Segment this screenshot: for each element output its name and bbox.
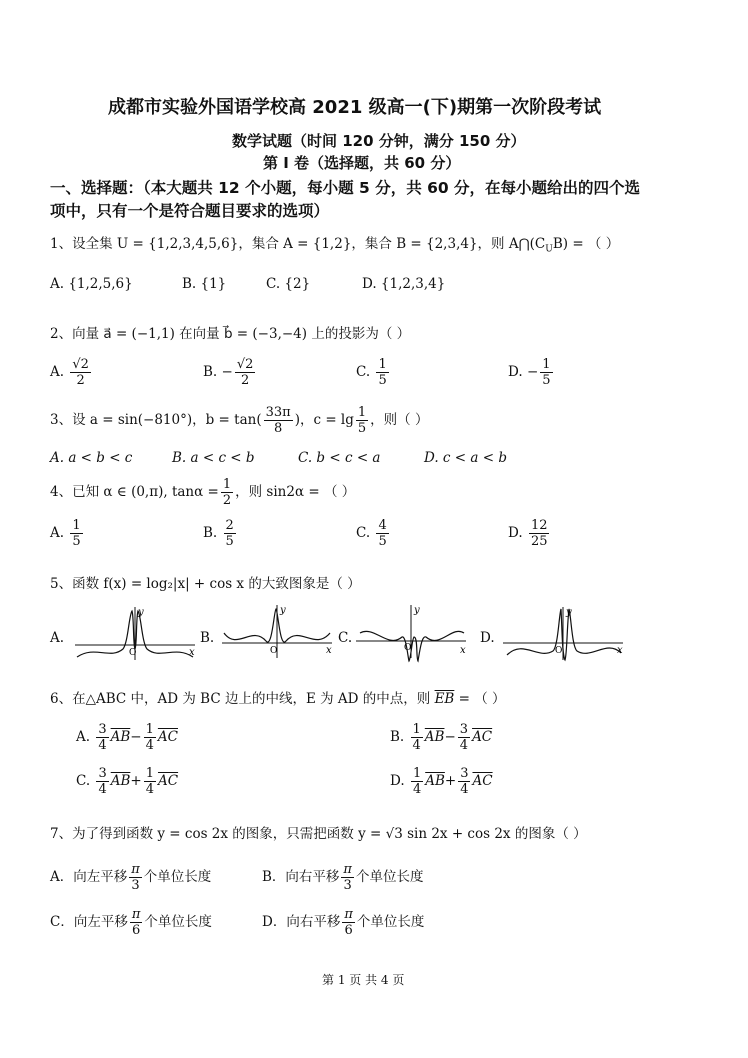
q4-frac-num: 1 — [222, 477, 232, 492]
q4-stem-b: ，则 sin2α = （ ） — [235, 484, 356, 500]
q6-c-frac2-num: 1 — [145, 766, 154, 781]
q4-c-label: C. — [356, 525, 371, 541]
q2-a-label: A. — [50, 364, 65, 380]
q6-d-frac2 — [458, 766, 470, 797]
q6-d-vec-ab: $\overline{AB}$ — [425, 773, 445, 789]
q6-b-vec-ab: $\overline{AB}$ — [424, 729, 445, 745]
q4-option-d — [508, 518, 551, 549]
q3-stem-c: ，则（ ） — [370, 412, 429, 428]
q7-c-num: π — [131, 907, 141, 922]
q6-b-frac1-num: 1 — [412, 722, 421, 737]
q1-sub: U — [545, 244, 553, 255]
question-7: 7、为了得到函数 y = cos 2x 的图象，只需把函数 y = √3 sin 2x + cos 2x 的图象（ ） — [50, 826, 587, 842]
q6-b-frac2-num: 3 — [459, 722, 469, 737]
q3-stem-b: )，c = lg — [294, 412, 354, 428]
q4-stem-a: 4、已知 α ∈ (0,π), tanα = — [50, 484, 219, 500]
q2-c-frac — [376, 357, 388, 388]
q1-option-a: A. {1,2,5,6} — [50, 276, 133, 292]
q7-c-den: 6 — [131, 923, 141, 938]
q4-option-a — [50, 518, 85, 549]
q4-b-den: 5 — [225, 534, 234, 549]
q6-a-frac2-num: 1 — [145, 722, 154, 737]
q7-b-pre: B．向右平移 — [262, 869, 340, 885]
q6-c-vec-ab: $\overline{AB}$ — [110, 773, 131, 789]
q1-option-d: D. {1,2,3,4} — [362, 276, 446, 292]
q6-stem: 6、在△ABC 中，AD 为 BC 边上的中线，E 为 AD 的中点，则 — [50, 691, 431, 707]
q7-c-suffix: 个单位长度 — [144, 914, 212, 930]
q7-a-num: π — [131, 862, 140, 877]
q3-stem-a: 3、设 a = sin(−810°)，b = tan( — [50, 412, 262, 428]
q6-c-op: + — [130, 773, 142, 789]
q7-option-d — [262, 907, 424, 938]
q6-option-d — [390, 766, 493, 797]
q1-stem: 1、设全集 U = {1,2,3,4,5,6}，集合 A = {1,2}，集合 B = {2,3,4}，则 A⋂(C — [50, 236, 546, 252]
q6-b-label: B. — [390, 729, 405, 745]
q3-option-a: A. a < b < c — [50, 450, 133, 466]
q5-a-axis-y: y — [138, 607, 144, 618]
q5-b-origin: O — [270, 646, 278, 656]
q4-b-label: B. — [203, 525, 218, 541]
q2-option-a — [50, 357, 93, 388]
q6-a-frac1 — [96, 722, 108, 753]
q7-b-frac — [341, 862, 354, 893]
q4-option-b — [203, 518, 238, 549]
question-1 — [50, 232, 619, 255]
q6-c-frac2-den: 4 — [145, 782, 154, 797]
question-4 — [50, 477, 355, 508]
q3-frac2-num: 1 — [357, 405, 367, 420]
question-3 — [50, 405, 428, 436]
q7-a-suffix: 个单位长度 — [143, 869, 212, 885]
q6-c-vec-ac: $\overline{AC}$ — [157, 773, 179, 789]
q2-d-sign: − — [526, 364, 539, 380]
q6-b-op: − — [444, 729, 456, 745]
q2-a-den: 2 — [76, 373, 85, 388]
q2-option-c — [356, 357, 391, 388]
q5-a-origin: O — [129, 648, 137, 658]
q7-a-den: 3 — [131, 878, 140, 893]
q6-a-frac1-num: 3 — [98, 722, 107, 737]
q6-vec-eb: $\overline{EB}$ — [434, 691, 455, 707]
q6-b-frac1 — [411, 722, 423, 753]
q3-frac1-num: 33π — [265, 405, 291, 420]
q6-d-frac1-den: 4 — [412, 782, 422, 797]
q6-b-frac2-den: 4 — [459, 738, 469, 753]
q5-d-axis-x: x — [617, 645, 623, 656]
q6-d-frac2-den: 4 — [460, 782, 469, 797]
q2-c-den: 5 — [378, 373, 387, 388]
q6-a-vec-ac: $\overline{AC}$ — [157, 729, 178, 745]
q5-graph-d — [503, 605, 628, 660]
q6-d-label: D. — [390, 773, 405, 789]
q6-c-frac2 — [144, 766, 156, 797]
q7-d-frac — [342, 907, 355, 938]
section-heading-line2: 项中，只有一个是符合题目要求的选项） — [50, 202, 330, 220]
q6-option-a — [76, 722, 178, 753]
q5-graph-c — [356, 603, 471, 658]
q6-d-vec-ac: $\overline{AC}$ — [472, 773, 493, 789]
q7-c-pre: C．向左平移 — [50, 914, 128, 930]
q6-option-c — [76, 766, 178, 797]
q5-d-axis-y: y — [566, 607, 572, 618]
q7-b-num: π — [343, 862, 352, 877]
q4-b-frac — [224, 518, 236, 549]
q2-a-num: √2 — [72, 357, 89, 372]
q3-frac1-den: 8 — [274, 421, 283, 436]
q7-d-den: 6 — [344, 923, 353, 938]
q2-option-d — [508, 357, 555, 388]
q1-option-b: B. {1} — [182, 276, 227, 292]
q6-d-frac1 — [411, 766, 423, 797]
q6-c-frac1-den: 4 — [98, 782, 107, 797]
q4-a-label: A. — [50, 525, 65, 541]
q6-a-frac1-den: 4 — [98, 738, 107, 753]
q4-d-frac — [529, 518, 550, 549]
section-heading-line1: 一、选择题：（本大题共 12 个小题，每小题 5 分，共 60 分，在每小题给出的四个选 — [50, 179, 641, 197]
q6-b-frac1-den: 4 — [412, 738, 421, 753]
q4-b-num: 2 — [225, 518, 234, 533]
q6-b-frac2 — [458, 722, 470, 753]
q2-d-frac — [540, 357, 552, 388]
q3-option-d: D. c < a < b — [424, 450, 507, 466]
q5-b-axis-x: x — [326, 645, 332, 656]
q4-frac-den: 2 — [222, 493, 232, 508]
q6-a-frac2 — [144, 722, 156, 753]
q4-c-num: 4 — [378, 518, 387, 533]
q5-d-label: D. — [480, 630, 495, 646]
q4-d-num: 12 — [530, 518, 548, 533]
q3-frac2-den: 5 — [357, 421, 367, 436]
q2-option-b — [203, 357, 257, 388]
q7-a-frac — [129, 862, 142, 893]
q2-b-num: √2 — [236, 357, 254, 372]
q6-stem-end: = （ ） — [458, 691, 506, 707]
q2-c-num: 1 — [378, 357, 387, 372]
q2-d-label: D. — [508, 364, 523, 380]
q2-a-frac — [70, 357, 91, 388]
q2-b-den: 2 — [240, 373, 250, 388]
q2-c-label: C. — [356, 364, 371, 380]
q7-c-frac — [130, 907, 143, 938]
q2-b-label: B. — [203, 364, 218, 380]
q2-d-num: 1 — [542, 357, 551, 372]
q2-b-frac — [235, 357, 256, 388]
q7-d-pre: D．向右平移 — [262, 914, 341, 930]
q7-d-suffix: 个单位长度 — [356, 914, 425, 930]
q7-b-suffix: 个单位长度 — [355, 869, 424, 885]
q6-c-label: C. — [76, 773, 91, 789]
q6-a-vec-ab: $\overline{AB}$ — [110, 729, 131, 745]
q5-graph-a — [75, 605, 200, 660]
q4-c-den: 5 — [378, 534, 387, 549]
q5-b-axis-y: y — [280, 605, 286, 616]
question-5: 5、函数 f(x) = log₂|x| + cos x 的大致图象是（ ） — [50, 576, 361, 592]
q6-option-b — [390, 722, 492, 753]
q4-d-label: D. — [508, 525, 523, 541]
q4-option-c — [356, 518, 391, 549]
q5-b-label: B. — [200, 630, 215, 646]
q5-c-axis-x: x — [460, 645, 466, 656]
q5-d-origin: O — [555, 646, 563, 656]
q4-d-den: 25 — [530, 534, 548, 549]
q7-d-num: π — [344, 907, 353, 922]
q6-c-frac1-num: 3 — [98, 766, 107, 781]
q7-option-a — [50, 862, 211, 893]
question-6 — [50, 687, 506, 707]
q6-b-vec-ac: $\overline{AC}$ — [472, 729, 493, 745]
q5-a-axis-x: x — [189, 647, 195, 658]
q3-option-b: B. a < c < b — [172, 450, 255, 466]
q6-d-frac1-num: 1 — [412, 766, 422, 781]
q3-option-c: C. b < c < a — [298, 450, 381, 466]
q6-a-label: A. — [76, 729, 91, 745]
question-2: 2、向量 a⃗ = (−1,1) 在向量 b⃗ = (−3,−4) 上的投影为（ ） — [50, 326, 411, 342]
q4-a-frac — [70, 518, 82, 549]
q6-d-frac2-num: 3 — [460, 766, 469, 781]
q6-a-frac2-den: 4 — [145, 738, 154, 753]
q2-b-sign: − — [221, 364, 233, 380]
q4-a-den: 5 — [72, 534, 81, 549]
q1-option-c: C. {2} — [266, 276, 311, 292]
volume-heading: 第 I 卷（选择题，共 60 分） — [263, 154, 461, 172]
q7-option-b — [262, 862, 423, 893]
q4-frac — [221, 477, 233, 508]
page-title: 成都市实验外国语学校高 2021 级高一(下)期第一次阶段考试 — [108, 97, 602, 118]
q6-d-op: + — [444, 773, 457, 789]
q5-c-origin: O — [404, 643, 412, 653]
q4-c-frac — [376, 518, 388, 549]
q2-d-den: 5 — [542, 373, 551, 388]
q7-a-pre: A．向左平移 — [50, 869, 128, 885]
page-footer: 第 1 页 共 4 页 — [322, 973, 405, 987]
q6-a-op: − — [130, 729, 142, 745]
q4-a-num: 1 — [72, 518, 81, 533]
q6-c-frac1 — [96, 766, 108, 797]
q7-option-c — [50, 907, 212, 938]
q5-c-label: C. — [338, 630, 353, 646]
q5-c-axis-y: y — [414, 605, 420, 616]
exam-subtitle: 数学试题（时间 120 分钟，满分 150 分） — [232, 132, 526, 150]
q3-frac2 — [356, 405, 368, 436]
q5-graph-b — [222, 603, 337, 658]
q5-a-label: A. — [50, 630, 65, 646]
q3-frac1 — [264, 405, 293, 436]
q1-stem-end: B) = （ ） — [552, 236, 620, 252]
q7-b-den: 3 — [343, 878, 352, 893]
